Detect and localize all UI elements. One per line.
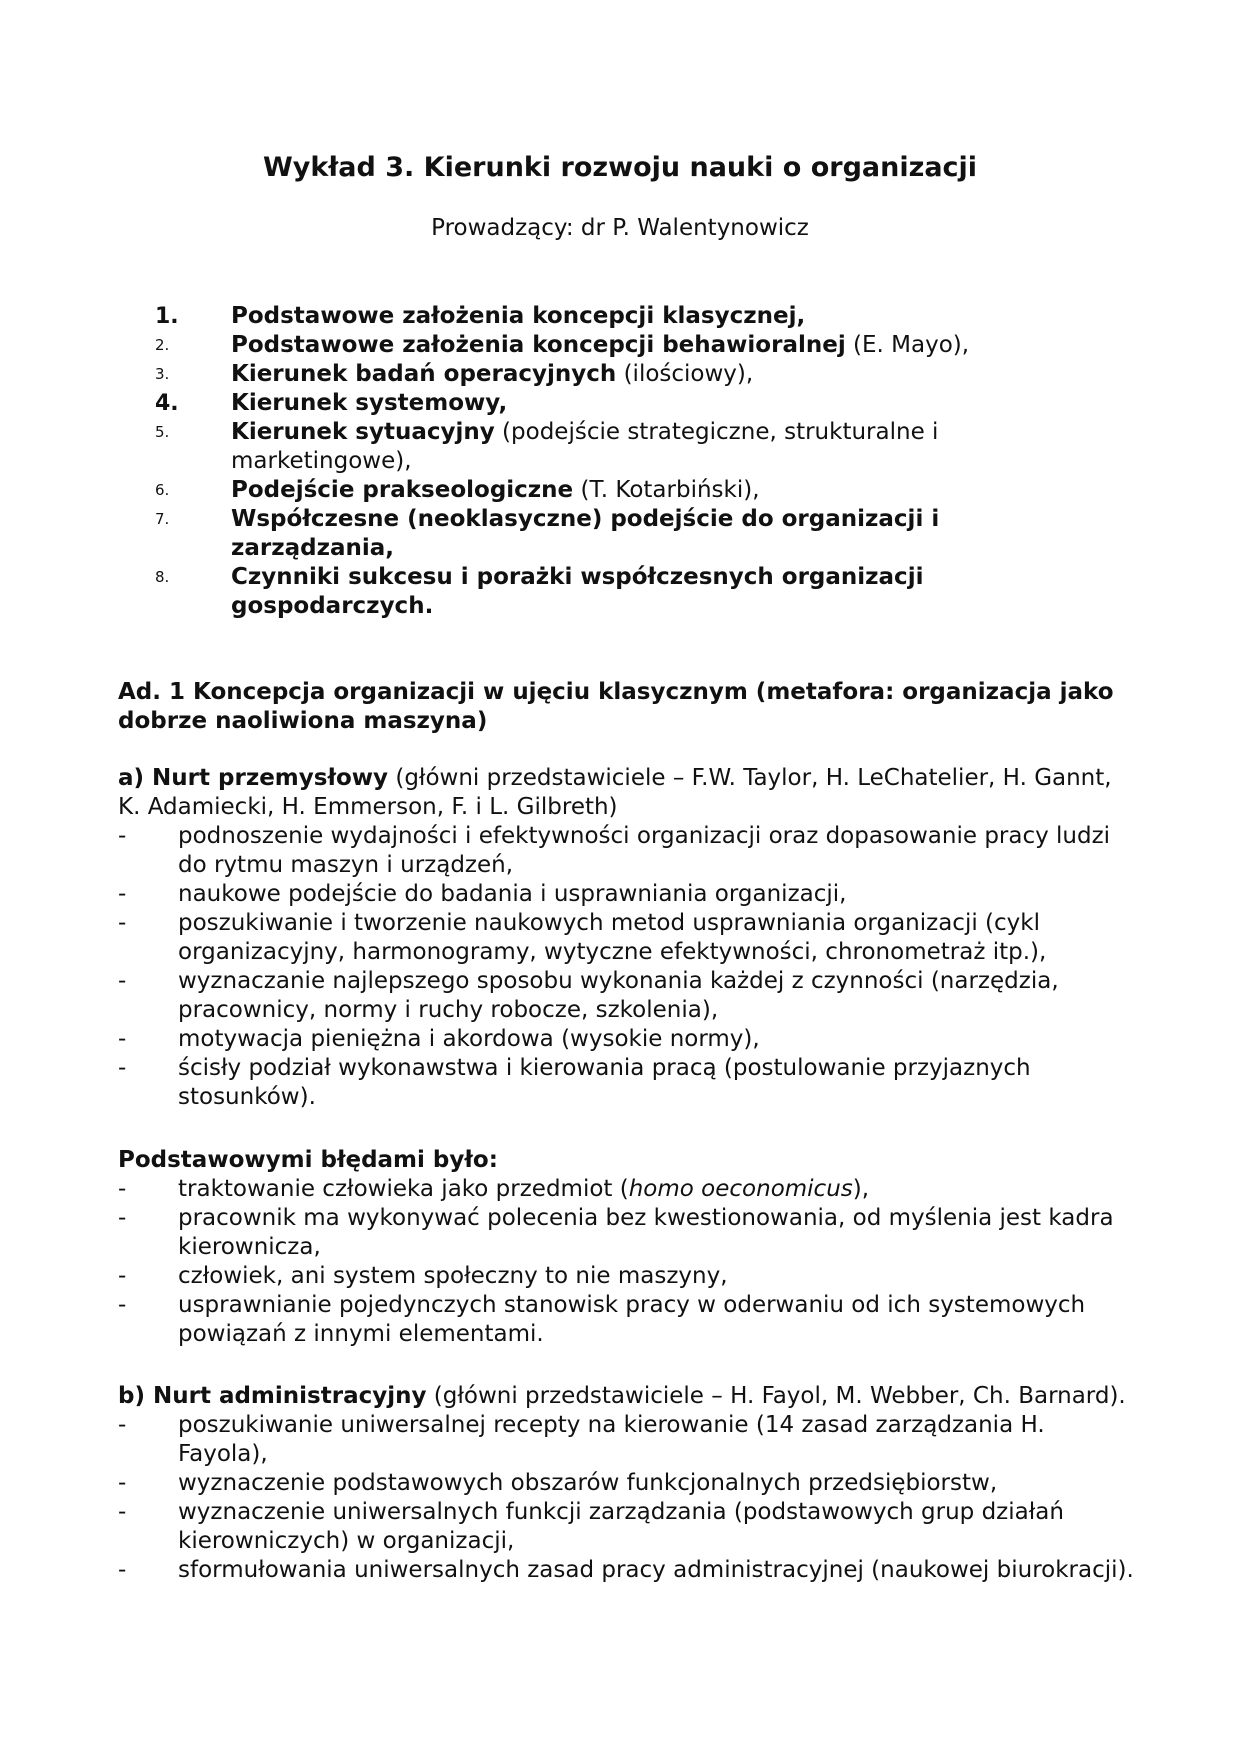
- nurt-administracyjny-block: [118, 1382, 1138, 1585]
- list-item: [118, 1262, 1138, 1291]
- subsection-title: Podstawowymi błędami było:: [118, 1147, 498, 1173]
- toc-number: 5.: [155, 423, 170, 441]
- table-of-contents: [155, 302, 1055, 621]
- list-item-text: podnoszenie wydajności i efektywności organizacji oraz dopasowanie pracy ludzi do rytmu maszyn i urządzeń,: [178, 823, 1111, 878]
- list-item: [118, 1204, 1138, 1262]
- list-item-text: wyznaczenie podstawowych obszarów funkcjonalnych przedsiębiorstw,: [178, 1470, 998, 1496]
- toc-item: [155, 389, 1055, 418]
- list-item-text: naukowe podejście do badania i usprawniania organizacji,: [178, 881, 847, 907]
- toc-item: [155, 360, 1055, 389]
- bullet-list: [118, 822, 1138, 1112]
- toc-heading: Podstawowe założenia koncepcji behawioralnej: [231, 332, 846, 358]
- list-item-text: wyznaczenie uniwersalnych funkcji zarządzania (podstawowych grup działań kierowniczych) w organizacji,: [178, 1499, 1064, 1554]
- toc-number: 8.: [155, 568, 170, 586]
- nurt-przemyslowy-block: [118, 764, 1138, 1112]
- dash-marker: -: [118, 823, 127, 849]
- toc-note: (podejście strategiczne, strukturalne i marketingowe),: [231, 419, 939, 474]
- list-item-text: motywacja pieniężna i akordowa (wysokie normy),: [178, 1026, 760, 1052]
- toc-heading: Kierunek systemowy,: [231, 390, 508, 416]
- toc-heading: Kierunek badań operacyjnych: [231, 361, 617, 387]
- toc-number: 4.: [155, 391, 179, 416]
- toc-heading: Czynniki sukcesu i porażki współczesnych organizacji gospodarczych.: [231, 564, 924, 619]
- subsection-note: (główni przedstawiciele – F.W. Taylor, H. LeChatelier, H. Gannt, K. Adamiecki, H. Emmerson, F. i L. Gilbreth): [118, 765, 1112, 820]
- list-item-text: ścisły podział wykonawstwa i kierowania pracą (postulowanie przyjaznych stosunków).: [178, 1055, 1031, 1110]
- toc-heading: Współczesne (neoklasyczne) podejście do organizacji i zarządzania,: [231, 506, 940, 561]
- subsection-note: (główni przedstawiciele – H. Fayol, M. Webber, Ch. Barnard).: [426, 1383, 1126, 1409]
- list-item: [118, 1054, 1138, 1112]
- toc-note: (T. Kotarbiński),: [573, 477, 760, 503]
- toc-number: 1.: [155, 304, 179, 329]
- bullet-list: [118, 1175, 1138, 1349]
- toc-item: [155, 505, 1055, 563]
- dash-marker: -: [118, 1292, 127, 1318]
- toc-number: 3.: [155, 365, 170, 383]
- list-item: [118, 1025, 1138, 1054]
- dash-marker: -: [118, 1499, 127, 1525]
- dash-marker: -: [118, 1205, 127, 1231]
- toc-heading: Kierunek sytuacyjny: [231, 419, 495, 445]
- list-item-text: ),: [852, 1176, 870, 1202]
- toc-number: 6.: [155, 481, 170, 499]
- dash-marker: -: [118, 1263, 127, 1289]
- subsection-heading: [118, 764, 1138, 822]
- page-title: Wykład 3. Kierunki rozwoju nauki o organizacji: [262, 152, 978, 183]
- list-item-text: poszukiwanie i tworzenie naukowych metod usprawniania organizacji (cykl organizacyjny, harmonogramy, wytyczne efektywności, chronometraż itp.),: [178, 910, 1047, 965]
- dash-marker: -: [118, 1176, 127, 1202]
- toc-item: [155, 331, 1055, 360]
- toc-number: 7.: [155, 510, 170, 528]
- dash-marker: -: [118, 1055, 127, 1081]
- bullet-list: [118, 1411, 1138, 1585]
- list-item: [118, 909, 1138, 967]
- list-item-text: pracownik ma wykonywać polecenia bez kwestionowania, od myślenia jest kadra kierownicza,: [178, 1205, 1114, 1260]
- subsection-title: a) Nurt przemysłowy: [118, 765, 389, 791]
- dash-marker: -: [118, 968, 127, 994]
- list-item-text: wyznaczanie najlepszego sposobu wykonania każdej z czynności (narzędzia, pracownicy, normy i ruchy robocze, szkolenia),: [178, 968, 1059, 1023]
- list-item: [118, 1469, 1138, 1498]
- dash-marker: -: [118, 1026, 127, 1052]
- list-item: [118, 1411, 1138, 1469]
- toc-note: (E. Mayo),: [845, 332, 970, 358]
- list-item: [118, 822, 1138, 880]
- list-item-text: traktowanie człowieka jako przedmiot (: [178, 1176, 629, 1202]
- list-item-italic: homo oeconomicus: [628, 1176, 853, 1202]
- list-item: [118, 880, 1138, 909]
- dash-marker: -: [118, 1412, 127, 1438]
- list-item-text: sformułowania uniwersalnych zasad pracy administracyjnej (naukowej biurokracji).: [178, 1557, 1134, 1583]
- toc-item: [155, 563, 1055, 621]
- bledy-block: [118, 1146, 1138, 1349]
- toc-number: 2.: [155, 336, 170, 354]
- list-item: [118, 1556, 1138, 1585]
- list-item-text: usprawnianie pojedynczych stanowisk pracy w oderwaniu od ich systemowych powiązań z innymi elementami.: [178, 1292, 1086, 1347]
- list-item: [118, 1175, 1138, 1204]
- dash-marker: -: [118, 910, 127, 936]
- list-item-text: człowiek, ani system społeczny to nie maszyny,: [178, 1263, 728, 1289]
- list-item-text: poszukiwanie uniwersalnej recepty na kierowanie (14 zasad zarządzania H. Fayola),: [178, 1412, 1045, 1467]
- list-item: [118, 1291, 1138, 1349]
- toc-heading: Podstawowe założenia koncepcji klasycznej,: [231, 303, 806, 329]
- toc-heading: Podejście prakseologiczne: [231, 477, 574, 503]
- subsection-heading: [118, 1146, 1138, 1175]
- toc-item: [155, 476, 1055, 505]
- toc-item: [155, 302, 1055, 331]
- lecturer-line: Prowadzący: dr P. Walentynowicz: [431, 215, 809, 241]
- toc-note: (ilościowy),: [616, 361, 754, 387]
- section-heading: Ad. 1 Koncepcja organizacji w ujęciu klasycznym (metafora: organizacja jako dobrze naoliwiona maszyna): [118, 679, 1114, 734]
- dash-marker: -: [118, 1470, 127, 1496]
- subsection-title: b) Nurt administracyjny: [118, 1383, 427, 1409]
- subsection-heading: [118, 1382, 1138, 1411]
- dash-marker: -: [118, 881, 127, 907]
- list-item: [118, 967, 1138, 1025]
- toc-item: [155, 418, 1055, 476]
- dash-marker: -: [118, 1557, 127, 1583]
- list-item: [118, 1498, 1138, 1556]
